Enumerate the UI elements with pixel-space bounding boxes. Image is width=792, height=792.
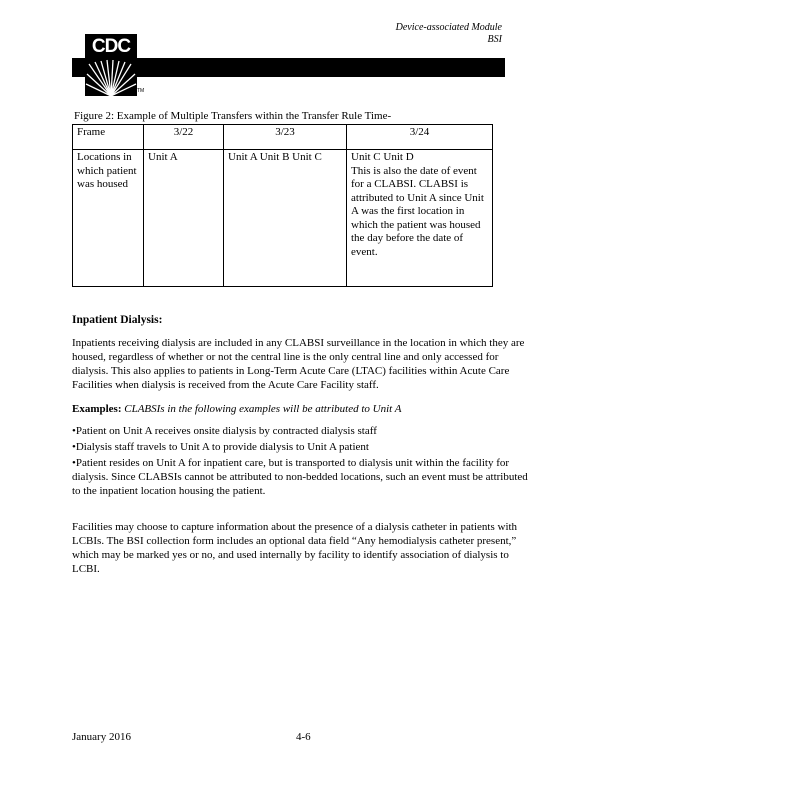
- cdc-logo-text: CDC: [91, 36, 131, 57]
- table-row: [73, 150, 493, 287]
- list-item: •Patient on Unit A receives onsite dialysis by contracted dialysis staff: [72, 425, 377, 437]
- column-header-frame: Frame: [73, 125, 144, 150]
- column-header-day3: 3/24: [347, 125, 493, 150]
- row-label: Locations in which patient was housed: [73, 150, 144, 287]
- module-header: [370, 22, 502, 46]
- list-item: •Patient resides on Unit A for inpatient care, but is transported to dialysis unit within the facility for dialysis. Since CLABSIs cannot be attributed to non-bedded locations, such an event must be attributed to the inpatient location housing the patient.: [72, 457, 528, 497]
- section-heading: Inpatient Dialysis:: [72, 314, 163, 326]
- trademark-mark: TM: [137, 88, 145, 94]
- footer-date: January 2016: [72, 731, 131, 743]
- figure-caption: Figure 2: Example of Multiple Transfers within the Transfer Rule Time-: [74, 110, 392, 122]
- cell-day1: Unit A: [144, 150, 224, 287]
- table-header-row: [73, 125, 493, 150]
- examples-label: Examples:: [72, 403, 122, 415]
- cell-day3-note: This is also the date of event for a CLABSI. CLABSI is attributed to Unit A since Unit A was the first location in which the patient was housed the day before the date of event.: [351, 164, 484, 258]
- column-header-day1: 3/22: [144, 125, 224, 150]
- module-subtitle: BSI: [487, 34, 502, 45]
- facilities-paragraph: Facilities may choose to capture information about the presence of a dialysis catheter in patients with LCBIs. The BSI collection form includes an optional data field “Any hemodialysis catheter present,” which may be marked yes or no, and used internally by facility to identify association of dialysis to LCBI.: [72, 521, 518, 575]
- page-number: 4-6: [296, 731, 311, 743]
- dialysis-paragraph: Inpatients receiving dialysis are included in any CLABSI surveillance in the location in which they are housed, regardless of whether or not the central line is the only central line and only accessed for dialysis. This also applies to patients in Long-Term Acute Care (LTAC) facilities within Acute Care Facilities when dialysis is received from the Acute Care Facility staff.: [72, 337, 525, 391]
- examples-heading: [72, 403, 401, 415]
- examples-intro: CLABSIs in the following examples will be attributed to Unit A: [124, 403, 402, 415]
- examples-list: [72, 424, 537, 500]
- cell-day3: [347, 150, 493, 287]
- transfer-table: [72, 124, 493, 287]
- module-title: Device-associated Module: [395, 22, 502, 33]
- column-header-day2: 3/23: [224, 125, 347, 150]
- cell-day2: Unit A Unit B Unit C: [224, 150, 347, 287]
- cell-day3-units: Unit C Unit D: [351, 151, 414, 163]
- list-item: •Dialysis staff travels to Unit A to provide dialysis to Unit A patient: [72, 441, 369, 453]
- cdc-logo: [85, 34, 137, 96]
